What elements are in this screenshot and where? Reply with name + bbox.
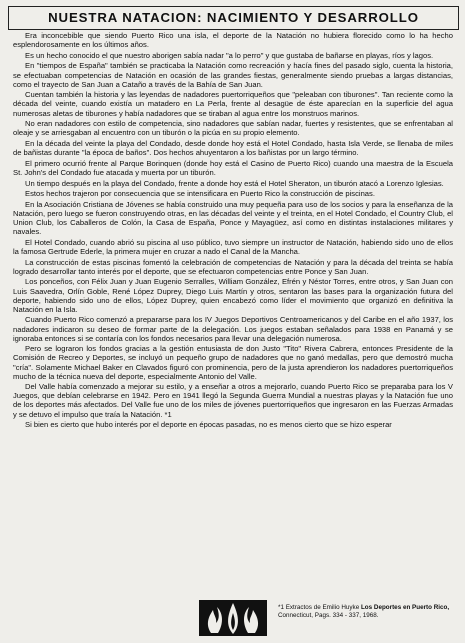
- paragraph: En la década del veinte la playa del Condado, desde donde hoy está el Hotel Condado, hasta Isla Verde, se llenaba de miles de bañistas durante "la época de baños". Dos hechos ahuyentaron a los bañistas por un largo término.: [13, 139, 453, 158]
- footnote-text: *1 Extractos de Emilio Huyke: [278, 604, 360, 611]
- footnote: [278, 604, 460, 620]
- footnote-source: Los Deportes en Puerto Rico,: [360, 604, 450, 611]
- flame-logo-icon: [199, 598, 267, 638]
- page-title: NUESTRA NATACION: NACIMIENTO Y DESARROLLO: [8, 6, 459, 30]
- paragraph: En "tiempos de España" también se practicaba la Natación como recreación y hacía fines del pasado siglo, cuenta la historia, se efectuaban competencias de Natación en ocasión de las grandes fiestas, generalmente siendo pruebas a largas distancias, como el trayecto de San Juan a Cataño a través de la Bahía de San Juan.: [13, 61, 453, 89]
- footnote-publication: Connecticut, Pags. 334 - 337, 1968.: [278, 612, 379, 620]
- paragraph: No eran nadadores con estilo de competencia, sino nadadores que sabían nadar, fuertes y resistentes, que se enfrentaban al oleaje y se arriesgaban al encuentro con un tiburón o la picúa en su propio elemento.: [13, 119, 453, 138]
- paragraph: El primero ocurrió frente al Parque Borinquen (donde hoy está el Casino de Puerto Rico) cuando una maestra de la Escuela St. John's del Condado fue atacada y muerta por un tiburón.: [13, 158, 453, 177]
- article-body: [13, 31, 453, 431]
- paragraph: Es un hecho conocido el que nuestro aborigen sabía nadar "a lo perro" y que gustaba de bañarse en playas, ríos y lagos.: [25, 50, 434, 60]
- page-footer: [0, 596, 465, 640]
- paragraph: Si bien es cierto que hubo interés por el deporte en épocas pasadas, no es menos cierto que se hizo esperar: [25, 420, 392, 430]
- paragraph: Del Valle había comenzado a mejorar su estilo, y a enseñar a otros a mejorarlo, cuando Puerto Rico se preparaba para los V Juegos, que debían celebrarse en 1942. Pero en 1941 llegó la Segunda Guerra Mundial a nuestras playas y la Natación fue uno de los deportes más afectados. Del Valle fue uno de los miles de jóvenes puertorriqueños que ingresaron en las Fuerzas Armadas y se detuvo el impulso que traía la Natación. *1: [13, 382, 453, 419]
- paragraph: Los ponceños, con Félix Juan y Juan Eugenio Serralles, William González, Efrén y Néstor Torres, entre otros, y San Juan con Luis Saavedra, Orlín Goble, René López Duprey, Diego Luis Martín y otros, sentaron las bases para la organización futura del deporte, habiendo sido uno de ellos, López Duprey, quien encabezó como líder el movimiento que organizó en definitiva la Natación en la Isla.: [13, 277, 453, 314]
- paragraph: Cuentan también la historia y las leyendas de nadadores puertorriqueños que "peleaban con tiburones". Tan reciente como la década del veinte, cuando existía un matadero en La Perla, frente al desagüe de éste aparecían en la superficie del agua numerosas aletas de tiburones y había nadadores que se tiraban al agua entre los monstruos marinos.: [13, 90, 453, 118]
- paragraph: El Hotel Condado, cuando abrió su piscina al uso público, tuvo siempre un instructor de Natación, habiendo sido uno de ellos la famosa Gertrude Ederle, la primera mujer en cruzar a nado el Canal de la Mancha.: [13, 237, 453, 256]
- paragraph: Un tiempo después en la playa del Condado, frente a donde hoy está el Hotel Sheraton, un tiburón atacó a Lorenzo Iglesias.: [25, 178, 444, 188]
- paragraph: Era inconcebible que siendo Puerto Rico una isla, el deporte de la Natación no hubiera florecido como lo ha hecho esplendorosamente en los últimos años.: [13, 31, 453, 50]
- paragraph: Estos hechos trajeron por consecuencia que se intensificara en Puerto Rico la construcción de piscinas.: [25, 189, 375, 199]
- paragraph: En la Asociación Cristiana de Jóvenes se había construido una muy pequeña para uso de los socios y para la enseñanza de la Natación, pero luego se fueron construyendo otras, en las décadas del veinte y el treinta, en el Hotel Condado, el Country Club, el Union Club, los Caballeros de Colón, la Casa de España, Ponce y Mayagüez, así como en distintas instalaciones militares y navales.: [13, 199, 453, 237]
- paragraph: Pero se lograron los fondos gracias a la gestión entusiasta de don Justo "Tito" Rivera Cabrera, entonces Presidente de la Comisión de Recreo y Deportes, se incluyó un pequeño grupo de nadadores que no ganó medallas, pero que demostró mucha "cría". Solamente Michael Baker en Clavados figuró con prominencia, pero de la justa aprendieron los nadadores puertorriqueños mucho de la técnica nueva del deporte, especialmente Antonio del Valle.: [13, 344, 453, 381]
- paragraph: La construcción de estas piscinas fomentó la celebración de competencias de Natación y para la década del treinta se había logrado desarrollar tanto interés por el deporte, que se efectuaron competencias entre Ponce y San Juan.: [13, 257, 453, 276]
- paragraph: Cuando Puerto Rico comenzó a prepararse para los IV Juegos Deportivos Centroamericanos y del Caribe en el año 1937, los nadadores indicaron su deseo de formar parte de la delegación. Los juegos estaban señalados para 1938 en Panamá y se ignoraba entonces si se contaría con los fondos necesarios para llevar una delegación numerosa.: [13, 315, 453, 343]
